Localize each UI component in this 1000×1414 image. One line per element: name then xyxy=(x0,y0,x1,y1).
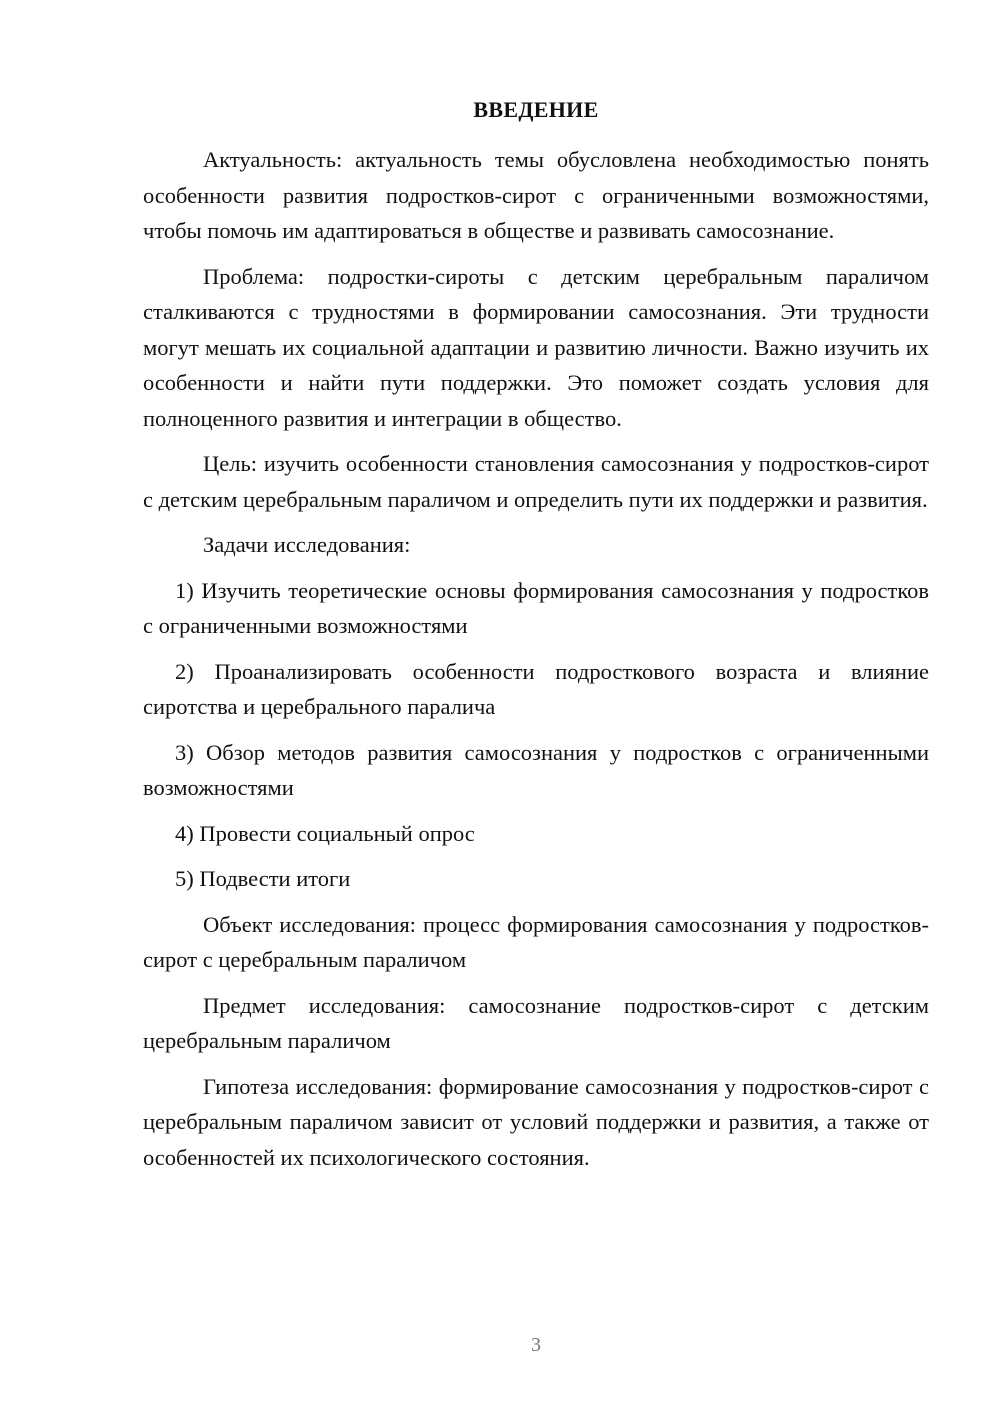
object-paragraph: Объект исследования: процесс формирования самосознания у подростков-сирот с церебральным параличом xyxy=(143,911,929,972)
page-title: ВВЕДЕНИЕ xyxy=(473,97,599,122)
tasks-heading: Задачи исследования: xyxy=(203,532,411,557)
page-number: 3 xyxy=(531,1334,541,1356)
task-item-4: 4) Провести социальный опрос xyxy=(175,820,475,846)
goal-paragraph: Цель: изучить особенности становления самосознания у подростков-сирот с детским церебральным параличом и определить пути их поддержки и развития. xyxy=(143,451,929,512)
task-item-1: 1) Изучить теоретические основы формирования самосознания у подростков с ограниченными возможностями xyxy=(143,577,929,638)
task-item-3: 3) Обзор методов развития самосознания у подростков с ограниченными возможностями xyxy=(143,739,929,800)
subject-paragraph: Предмет исследования: самосознание подростков-сирот с детским церебральным параличом xyxy=(143,992,929,1053)
task-item-5: 5) Подвести итоги xyxy=(175,866,351,891)
relevance-paragraph: Актуальность: актуальность темы обусловлена необходимостью понять особенности развития подростков-сирот с ограниченными возможностями, чтобы помочь им адаптироваться в обществе и развивать самосознание. xyxy=(143,147,929,243)
document-body xyxy=(143,142,929,1185)
hypothesis-paragraph: Гипотеза исследования: формирование самосознания у подростков-сирот с церебральным параличом зависит от условий поддержки и развития, а также от особенностей их психологического состояния. xyxy=(143,1073,929,1170)
task-item-2: 2) Проанализировать особенности подросткового возраста и влияние сиротства и церебрального паралича xyxy=(143,658,929,719)
problem-paragraph: Проблема: подростки-сироты с детским церебральным параличом сталкиваются с трудностями в формировании самосознания. Эти трудности могут мешать их социальной адаптации и развитию личности. Важно изучить их особенности и найти пути поддержки. Это поможет создать условия для полноценного развития и интеграции в общество. xyxy=(143,263,929,431)
